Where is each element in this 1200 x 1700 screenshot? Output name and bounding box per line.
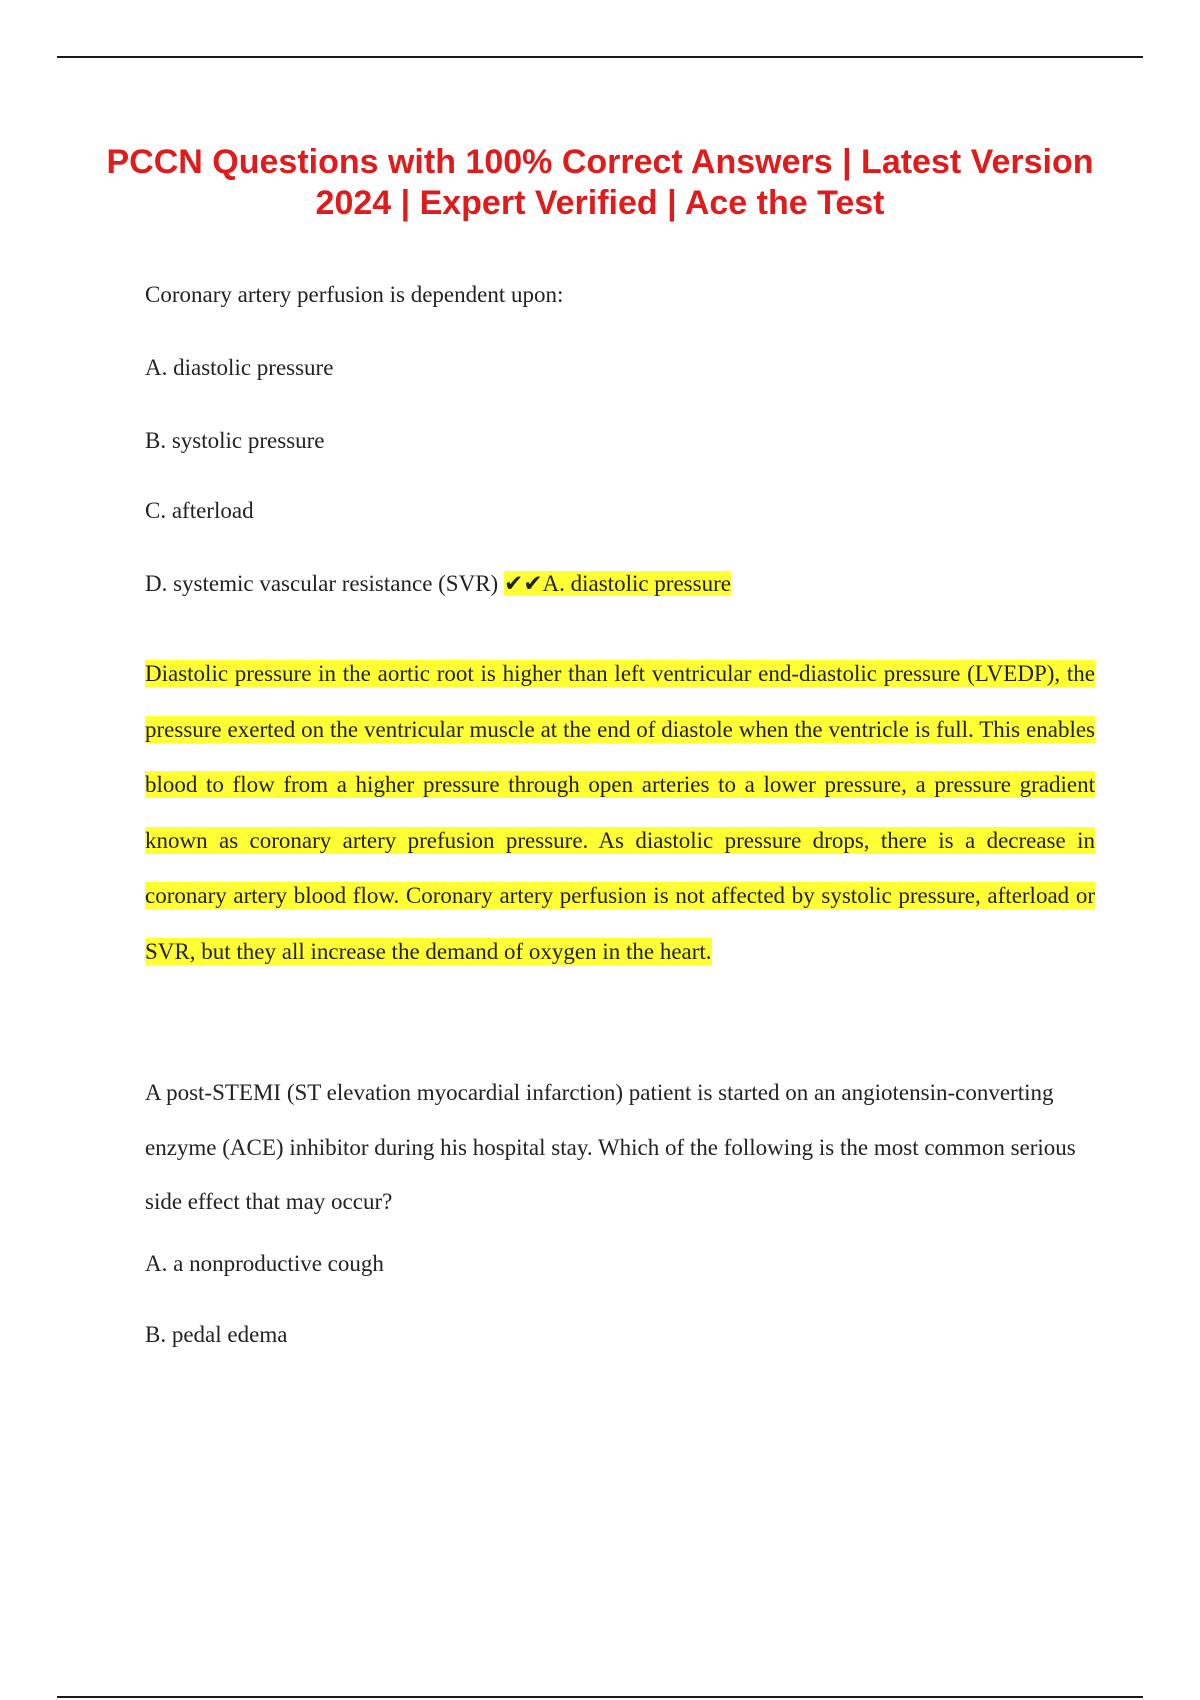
question1-prompt: Coronary artery perfusion is dependent upon: — [145, 282, 564, 307]
question1-explanation-block — [145, 646, 1095, 979]
top-rule — [57, 56, 1143, 58]
question2-option-b: B. pedal edema — [145, 1322, 288, 1347]
question2-prompt: A post-STEMI (ST elevation myocardial infarction) patient is started on an angiotensin-converting enzyme (ACE) inhibitor during his hospital stay. Which of the following is the most common serious side effect that may occur? — [145, 1080, 1076, 1214]
bottom-rule — [57, 1696, 1143, 1698]
checkmark-icon: ✔✔ — [503, 571, 543, 596]
question1-option-b: B. systolic pressure — [145, 428, 325, 453]
question1-option-d-line — [145, 570, 731, 598]
document-title: PCCN Questions with 100% Correct Answers | Latest Version 2024 | Expert Verified | Ace the Test — [106, 143, 1094, 222]
question1-explanation: Diastolic pressure in the aortic root is higher than left ventricular end-diastolic pressure (LVEDP), the pressure exerted on the ventricular muscle at the end of diastole when the ventricle is full. This enables blood to flow from a higher pressure through open arteries to a lower pressure, a pressure gradient known as coronary artery prefusion pressure. As diastolic pressure drops, there is a decrease in coronary artery blood flow. Coronary artery perfusion is not affected by systolic pressure, afterload or SVR, but they all increase the demand of oxygen in the heart. — [145, 661, 1095, 964]
answer-highlight — [504, 571, 731, 596]
question1-option-d: D. systemic vascular resistance (SVR) — [145, 571, 499, 596]
question2-option-a: A. a nonproductive cough — [145, 1251, 384, 1276]
question1-answer: A. diastolic pressure — [542, 571, 731, 596]
question1-option-a: A. diastolic pressure — [145, 355, 334, 380]
question1-option-c: C. afterload — [145, 498, 254, 523]
